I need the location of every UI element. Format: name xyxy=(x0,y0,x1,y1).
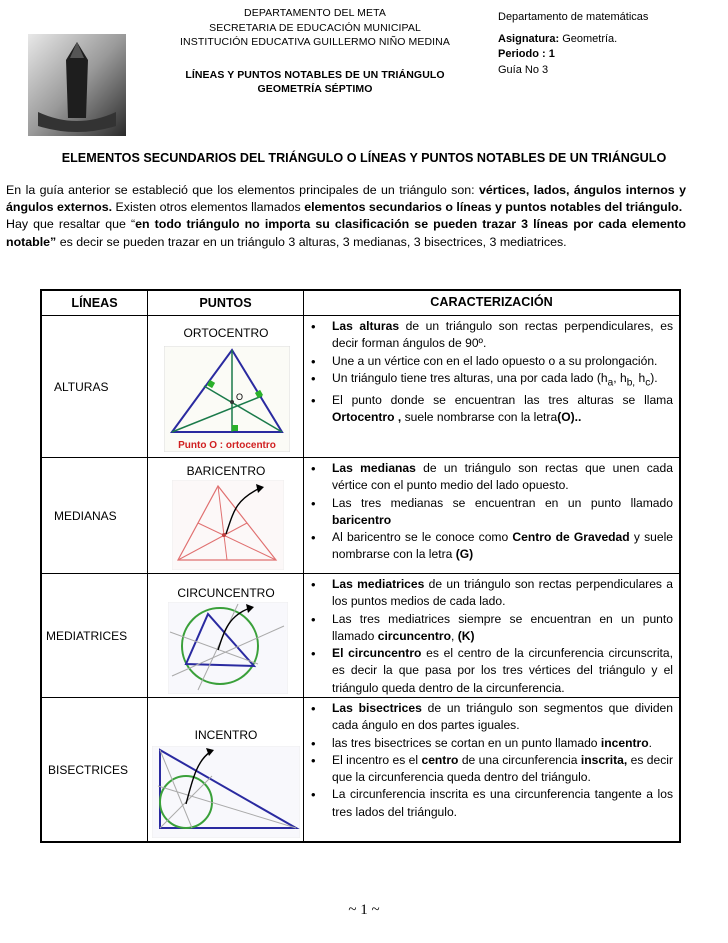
point-cell xyxy=(148,316,304,457)
circumcenter-figure xyxy=(168,602,288,694)
intro-text xyxy=(6,182,686,251)
table-row-mediatrices xyxy=(42,573,679,697)
centroid-figure xyxy=(172,480,284,570)
header-subject-info xyxy=(498,10,718,78)
notable-lines-table xyxy=(40,289,681,843)
point-cell xyxy=(148,574,304,697)
header-institution xyxy=(150,6,480,97)
header-points: PUNTOS xyxy=(148,291,304,315)
intro-paragraph-1: En la guía anterior se estableció que los elementos principales de un triángulo son: vértices, lados, ángulos internos y ángulos externos. Existen otros elementos llamados elementos secundarios o líneas y puntos notables del triángulo. xyxy=(6,183,686,215)
line-name: MEDIATRICES xyxy=(42,574,148,697)
header-line-2: SECRETARIA DE EDUCACIÓN MUNICIPAL xyxy=(209,21,421,34)
point-cell xyxy=(148,698,304,841)
header-doc-title-1: LÍNEAS Y PUNTOS NOTABLES DE UN TRIÁNGULO xyxy=(185,68,445,81)
guide-line: Guía No 3 xyxy=(498,63,549,76)
characterization-cell xyxy=(304,458,679,573)
orthocenter-letter: O xyxy=(236,392,244,402)
list-item: • Al baricentro se le conoce como Centro de Gravedad y suele nombrarse con la letra (G) xyxy=(308,529,673,564)
orthocenter-caption: Punto O : ortocentro xyxy=(178,440,276,451)
line-name: BISECTRICES xyxy=(42,698,148,841)
characterization-cell xyxy=(304,698,679,841)
list-item: • Las bisectrices de un triángulo son segmentos que dividen cada ángulo en dos partes iguales. xyxy=(308,700,673,735)
incenter-figure xyxy=(152,746,300,838)
subject-value: Geometría. xyxy=(562,32,618,45)
intro-paragraph-2: Hay que resaltar que “en todo triángulo no importa su clasificación se pueden trazar 3 líneas por cada elemento notable” es decir se pueden trazar en un triángulo 3 alturas, 3 medianas, 3 bisectrices, 3 mediatrices. xyxy=(6,217,686,249)
list-item: • Las alturas de un triángulo son rectas perpendiculares, es decir forman ángulos de 90º. xyxy=(308,318,673,353)
list-item: • Un triángulo tiene tres alturas, una por cada lado ($h_a$, $h_{b,}$ $h_c$). xyxy=(308,370,673,392)
header-doc-title-2: GEOMETRÍA SÉPTIMO xyxy=(257,83,373,95)
point-cell xyxy=(148,458,304,573)
period-line: Periodo : 1 xyxy=(498,48,555,60)
point-name: BARICENTRO xyxy=(186,464,266,478)
list-item: • El circuncentro es el centro de la circunferencia circunscrita, es decir la que pasa por los tres vértices del triángulo y el triángulo queda dentro de la circunferencia. xyxy=(308,645,673,697)
list-item: • El punto donde se encuentran las tres alturas se llama Ortocentro , suele nombrarse con la letra(O).. xyxy=(308,392,673,427)
line-name: MEDIANAS xyxy=(42,458,148,573)
list-item: • Las medianas de un triángulo son rectas que unen cada vértice con el punto medio del lado opuesto. xyxy=(308,460,673,495)
school-logo xyxy=(28,34,126,136)
point-name: INCENTRO xyxy=(194,728,258,742)
point-name: ORTOCENTRO xyxy=(183,326,269,340)
table-row-medianas xyxy=(42,457,679,573)
subject-label: Asignatura: xyxy=(498,32,560,45)
list-item: • Las mediatrices de un triángulo son rectas perpendiculares a los puntos medios de cada lado. xyxy=(308,576,673,611)
header-line-1: DEPARTAMENTO DEL META xyxy=(244,7,386,19)
page-number: ~ 1 ~ xyxy=(348,902,380,918)
characterization-cell xyxy=(304,574,679,697)
header-characterization: CARACTERIZACIÓN xyxy=(430,295,553,310)
point-name: CIRCUNCENTRO xyxy=(177,586,275,600)
list-item: • Une a un vértice con en el lado opuesto o a su prolongación. xyxy=(308,353,673,370)
table-header-row xyxy=(42,291,679,315)
section-title: ELEMENTOS SECUNDARIOS DEL TRIÁNGULO O LÍNEAS Y PUNTOS NOTABLES DE UN TRIÁNGULO xyxy=(61,151,667,165)
list-item: • Las tres medianas se encuentran en un punto llamado baricentro xyxy=(308,495,673,530)
header-lines: LÍNEAS xyxy=(42,291,148,315)
orthocenter-figure xyxy=(164,346,290,452)
header-line-3: INSTITUCIÓN EDUCATIVA GUILLERMO NIÑO MEDINA xyxy=(180,36,450,48)
line-name: ALTURAS xyxy=(42,316,148,457)
department-name: Departamento de matemáticas xyxy=(498,11,649,23)
list-item: • La circunferencia inscrita es una circunferencia tangente a los tres lados del triángulo. xyxy=(308,786,673,821)
table-row-bisectrices xyxy=(42,697,679,841)
list-item: • las tres bisectrices se cortan en un punto llamado incentro. xyxy=(308,735,673,752)
characterization-cell xyxy=(304,316,679,457)
subject-line xyxy=(498,32,718,48)
list-item: • El incentro es el centro de una circunferencia inscrita, es decir que la circunferencia queda dentro del triángulo. xyxy=(308,752,673,787)
list-item: • Las tres mediatrices siempre se encuentran en un punto llamado circuncentro, (K) xyxy=(308,611,673,646)
table-row-alturas xyxy=(42,315,679,457)
